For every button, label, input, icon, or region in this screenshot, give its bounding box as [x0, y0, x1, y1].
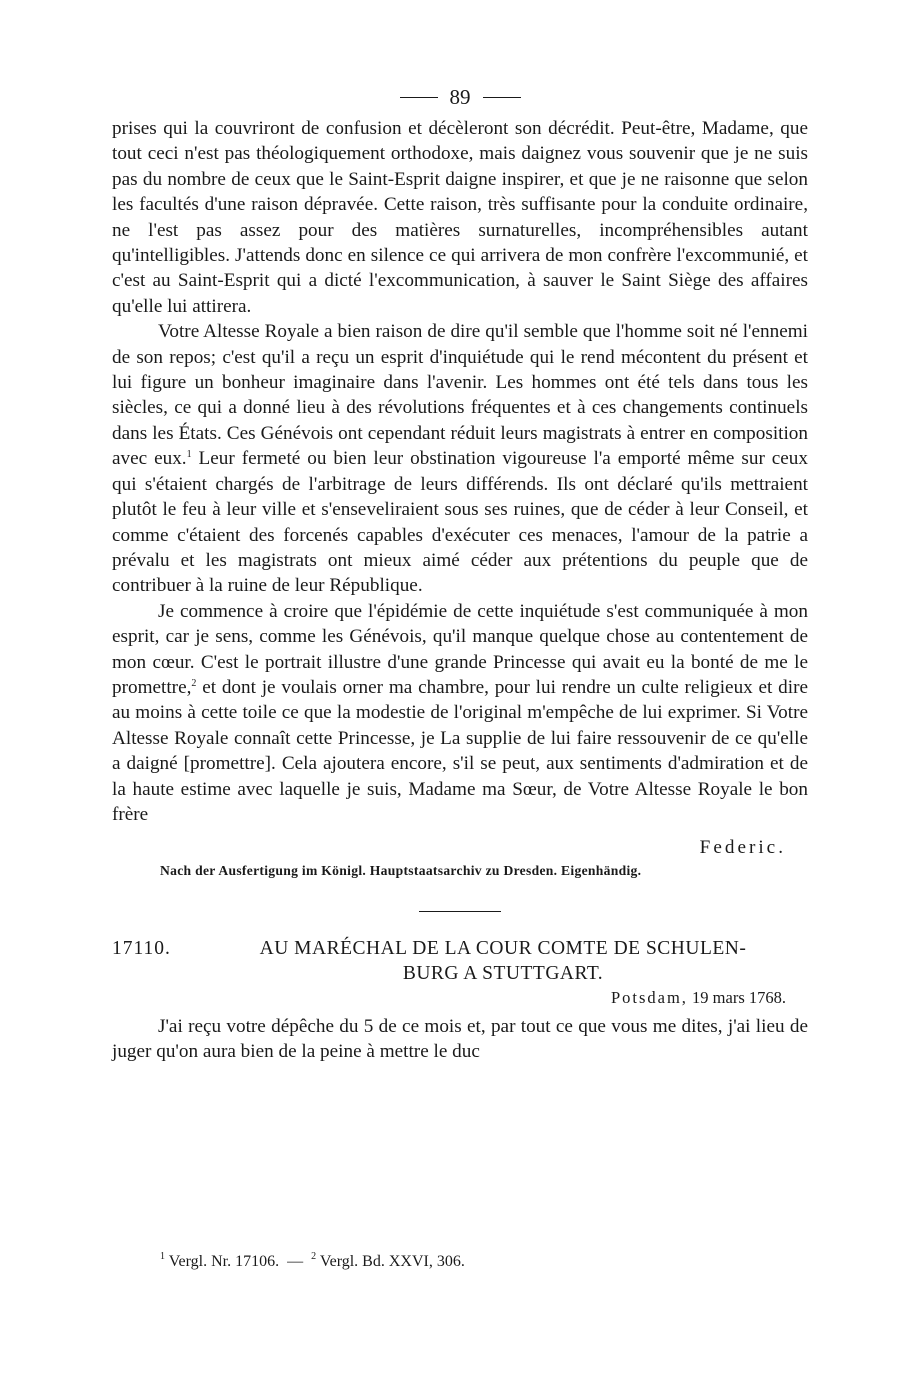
signature-row: [112, 827, 808, 860]
page-header: [112, 82, 808, 112]
letter-heading: [112, 936, 808, 986]
signature: Federic.: [699, 837, 786, 859]
footnote-separator: —: [287, 1253, 304, 1270]
header-rule-right: [483, 97, 521, 98]
section-divider: [419, 911, 501, 912]
page-number: 89: [449, 84, 471, 109]
footnotes: [160, 1253, 469, 1271]
paragraph-text: Votre Altesse Royale a bien raison de dire qu'il semble que l'homme soit né l'ennemi de son repos; c'est qu'il a reçu un esprit d'inquiétude qui le rend mécontent du présent et lui figure un bonheur imaginaire dans l'avenir. Les hommes ont été tels dans tous les siècles, ce qui a donné lieu à des révolutions fréquentes et à ces changements continuels dans les États. Ces Génévois ont cependant réduit leurs magistrats à entrer en composition avec eux.: [112, 321, 808, 470]
paragraph-text: Je commence à croire que l'épidémie de cette inquiétude s'est communiquée à mon esprit, car je sens, comme les Génévois, qu'il manque quelque chose au contentement de mon cœur. C'est le portrait illustre d'une grande Princesse qui avait eu la bonté de me le promettre,: [112, 600, 808, 698]
paragraph: [112, 319, 808, 598]
header-rule-left: [400, 97, 438, 98]
paragraph: prises qui la couvriront de confusion et décèleront son décrédit. Peut-être, Madame, que tout ceci n'est pas théologiquement orthodoxe, mais daignez vous souvenir que je ne suis pas du nombre de ceux que le Saint-Esprit daigne inspirer, et que je ne raisonne que selon les facultés d'une raison dépravée. Cette raison, très suffisante pour la conduite ordinaire, ne l'est pas assez pour des matières surnaturelles, incompréhensibles autant qu'intelligibles. J'attends donc en silence ce qui arrivera de mon confrère l'excommunié, et c'est au Saint-Esprit qui a dicté l'excommunication, à sauver le Saint Siège des affaires qu'elle lui attirera.: [112, 118, 808, 317]
page: [112, 82, 808, 1065]
paragraph-text: et dont je voulais orner ma chambre, pour lui rendre un culte religieux et dire au moins à cette toile ce que la modestie de l'original m'empêche de lui exprimer. Si Votre Altesse Royale connaît cette Princesse, je La supplie de lui faire ressouvenir de ce qu'elle a daigné [promettre]. Cela ajoutera encore, s'il se peut, aux sentiments d'admiration et de la haute estime avec laquelle je suis, Madame ma Sœur, de Votre Altesse Royale le bon frère: [112, 676, 809, 825]
footnote-text: Vergl. Bd. XXVI, 306.: [319, 1253, 465, 1270]
letter-title-line: BURG A STUTTGART.: [402, 962, 604, 984]
dateline-date: 19 mars 1768.: [692, 987, 786, 1007]
letter-body-previous: [112, 116, 808, 827]
footnote-text: Vergl. Nr. 17106.: [168, 1253, 280, 1270]
letter-title-line: AU MARÉCHAL DE LA COUR COMTE DE SCHULEN-: [259, 937, 747, 959]
paragraph: [112, 599, 808, 828]
source-note: Nach der Ausfertigung im Königl. Hauptstaatsarchiv zu Dresden. Eigenhändig.: [160, 862, 642, 878]
paragraph: J'ai reçu votre dépêche du 5 de ce mois et, par tout ce que vous me dites, j'ai lieu de juger qu'on aura bien de la peine à mettre le duc: [112, 1015, 808, 1063]
footnote-mark: 1: [186, 449, 192, 461]
paragraph-text: Leur fermeté ou bien leur obstination vigoureuse l'a emporté même sur ceux qui s'étaient chargés de l'arbitrage de leurs différends. Ils ont déclaré qu'ils mettraient plutôt le feu à leur ville et s'enseveliraient sous ses ruines, que de céder à leur Conseil, et comme c'étaient des forcenés capables d'exécuter ces menaces, l'amour de la patrie a prévalu et les magistrats ont mieux aimé céder aux prétentions du peuple que de contribuer à la ruine de leur République.: [112, 448, 808, 597]
letter-body: [112, 1014, 808, 1065]
dateline-place: Potsdam,: [610, 987, 688, 1007]
letter-title: [112, 936, 808, 986]
footnote-mark: 2: [311, 1251, 317, 1262]
dateline: [112, 988, 808, 1008]
footnote-mark: 1: [160, 1251, 165, 1262]
footnote-mark: 2: [191, 677, 197, 689]
letter-number: 17110.: [112, 937, 171, 959]
